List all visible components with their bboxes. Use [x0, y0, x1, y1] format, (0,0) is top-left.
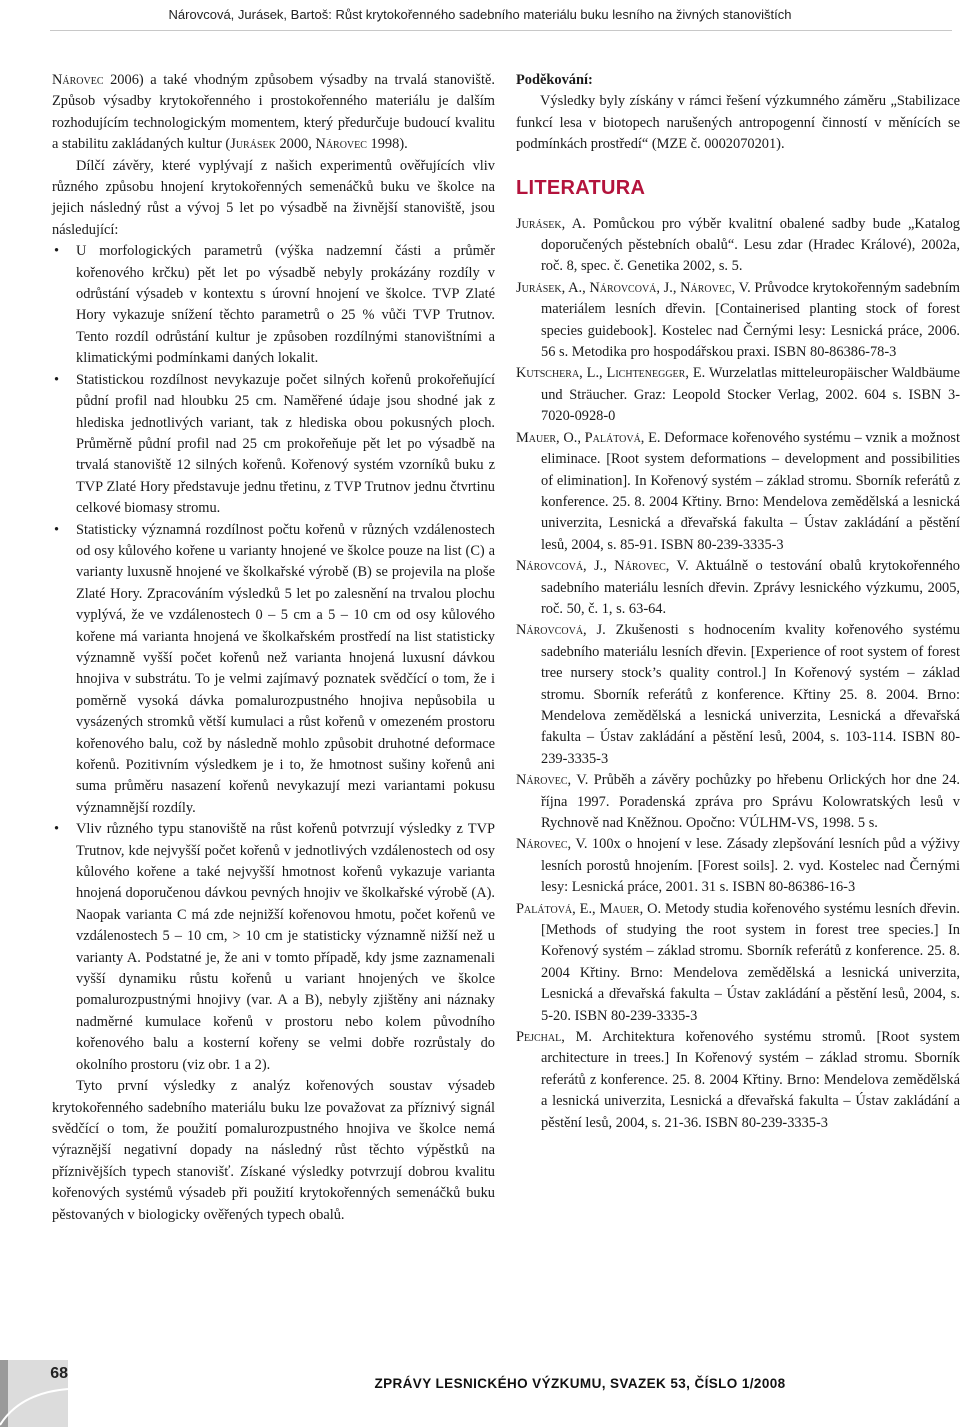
list-item: • U morfologických parametrů (výška nadzemní části a průměr kořenového krčku) pět let po výsadbě nebyly prokázány rozdíly v odrůstání výsadeb v kontextu s úrovní hnojení ve školce. TVP Zlaté Hory vykazuje snížení těchto parametrů o 25 % vůči TVP Trutnov. Tento rozdíl odrůstání kultur je způsoben rozdílnými stanovištními a klimatickými podmínkami daných lokalit.	[52, 241, 495, 369]
text-run: 2006) a také vhodným způsobem výsadby na trvalá stanoviště. Způsob výsadby krytokořenného i prostokořenného materiálu je dalším rozhodujícím technologickým momentem, který předurčuje budoucí kvalitu a stabilitu zakládaných kultur (	[52, 72, 495, 153]
reference-text: Wurzelatlas mitteleuropäischer Waldbäume und Sträucher. Graz: Leopold Stocker Verlag, 2002. 604 s. ISBN 3-7020-0928-0	[541, 365, 960, 425]
left-column	[52, 70, 495, 1226]
reference-authors: Nárovcová, J.	[516, 622, 606, 639]
acknowledgement-text: Výsledky byly získány v rámci řešení výzkumného záměru „Stabilizace funkcí lesa v biotopech narušených antropogenní činností v měnících se podmínkách prostředí“ (MZE č. 0002070201).	[516, 93, 960, 153]
reference-item	[516, 770, 960, 834]
list-item: • Statisticky významná rozdílnost počtu kořenů v různých vzdálenostech od osy kůlového kořene u varianty hnojené ve školce pouze na list (C) a varianty luxusně hnojené ve školkařské výrobě (B) se projevila na ploše Zlaté Hory. Zpracováním výsledků 5 let po zalesnění na trvalou plochu vyplývá, že ve vzdálenostech 0 – 5 cm a 5 – 10 cm od osy kůlového kořene má varianta hnojená ve školkařském prostředí na list statisticky významně vyšší počet kořenů než varianta hnojená luxusní dávkou hnojiva v substrátu. To je velmi zajímavý poznatek svědčící o tom, že i poměrně vysoká dávka pomalurozpustného hnojiva nepůsobila u vysázených stromků větší kumulaci a růst kořenů v omezeném prostoru kořenového balu, což by následně mohlo způsobit druhotné deformace kořenů. Pozitivním výsledkem je i to, že hmotnost sušiny kořenů ani suma průměru nasazení kořenů nevykazují mezi variantami pokusu významnější rozdíly.	[52, 520, 495, 820]
reference-authors: Mauer, O., Palátová, E.	[516, 429, 661, 446]
reference-text: Deformace kořenového systému – vznik a možnost eliminace. [Root system deformations – development and possibilities of elimination]. In Kořenový systém – základ stromu. Sborník referátů z konference. 25. 8. 2004 Křtiny. Brno: Mendelova zemědělská a lesnická univerzita, Lesnická a dřevařská fakulta – Ústav zakládání a pěstění lesů, 2004, s. 85-91. ISBN 80-239-3335-3	[541, 429, 960, 553]
reference-item	[516, 428, 960, 556]
page-number: 68	[50, 1365, 68, 1382]
list-item: • Statistickou rozdílnost nevykazuje počet silných kořenů prokořeňující půdní profil nad hloubku 25 cm. Naměřené údaje jsou shodné jak z hlediska jednotlivých variant, tak z hlediska obou pokusných ploch. Průměrně půdní profil nad 25 cm prokořeňuje pět let po výsadbě na trvalá stanoviště 12 silných kořenů. Kořenový systém vzorníků buku z TVP Zlaté Hory představuje jednu třetinu, z TVP Trutnov jednu čtvrtinu celkové biomasy stromu.	[52, 370, 495, 520]
reference-text: Metody studia kořenového systému lesních dřevin. [Methods of studying the root system in forest tree species.] In Kořenový systém – základ stromu. Sborník referátů z konference. 25. 8. 2004 Křtiny. Brno: Mendelova zemědělská a lesnická univerzita, Lesnická a dřevařská fakulta – Ústav zakládání a pěstění lesů, 2004, s. 5-20. ISBN 80-239-3335-3	[541, 900, 960, 1024]
references-heading: LITERATURA	[516, 176, 646, 199]
reference-item	[516, 214, 960, 278]
reference-authors: Kutschera, L., Lichtenegger, E.	[516, 365, 706, 382]
running-header: Nárovcová, Jurásek, Bartoš: Růst krytokořenného sadebního materiálu buku lesního na živných stanovištích	[168, 7, 792, 22]
list-item: • Vliv různého typu stanoviště na růst kořenů potvrzují výsledky z TVP Trutnov, kde nejvyšší počet kořenů v jednotlivých vzdálenostech od osy kůlového kořene a také nejvyšší hmotnost kořenů vykazuje varianta hnojená doporučenou dávkou pevných hnojiv ve školkařské výrobě (A). Naopak varianta C má zde nejnižší kořenovou hmotu, počet kořenů ve vzdálenostech 5 – 10 cm, > 10 cm je statisticky významně nižší než u varianty A. Podstatné je, že ani v tomto případě, kdy jsme zaznamenali vyšší dynamiku růstu kořenů u variant hnojených ve školce pomalurozpustnými hnojivy (var. A a B), nebyly zjištěny ani náznaky nadměrné kumulace kořenů v prostoru nebo kolem původního kořenového balu a kosterní kořeny se velmi dobře rozrůstaly do okolního prostoru (viz obr. 1 a 2).	[52, 819, 495, 1076]
journal-footer: ZPRÁVY LESNICKÉHO VÝZKUMU, SVAZEK 53, ČÍSLO 1/2008	[374, 1376, 786, 1391]
author-cite: Nárovec	[52, 72, 104, 88]
paragraph-intro	[52, 70, 495, 156]
reference-authors: Nárovcová, J., Nárovec, V.	[516, 558, 689, 575]
reference-item	[516, 620, 960, 770]
footer-decor-curve	[0, 1385, 68, 1427]
reference-item	[516, 834, 960, 898]
reference-authors: Jurásek, A.	[516, 215, 586, 232]
reference-text: Architektura kořenového systému stromů. [Root system architecture in trees.] In Kořenový systém – základ stromu. Sborník referátů z konference. 25. 8. 2004 Křtiny. Brno: Mendelova zemědělská a lesnická univerzita, Lesnická a dřevařská fakulta – Ústav zakládání a pěstění lesů, 2004, s. 21-36. ISBN 80-239-3335-3	[541, 1029, 960, 1131]
reference-text: Aktuálně o testování obalů krytokořenného sadebního materiálu lesních dřevin. Zprávy lesnického výzkumu, 2005, roč. 50, č. 1, s. 63-64.	[541, 558, 960, 617]
reference-item	[516, 1027, 960, 1134]
author-cite: Jurásek	[230, 136, 276, 153]
right-column	[516, 70, 960, 1134]
reference-text: Pomůckou pro výběr kvalitní obalené sadby bude „Katalog doporučených pěstebních obalů“. Lesu zdar (Hradec Králové), 2002a, roč. 8, spec. č. Genetika 2002, s. 5.	[541, 215, 960, 275]
reference-item	[516, 556, 960, 620]
reference-text: Zkušenosti s hodnocením kvality kořenového systému sadebního materiálu lesních dřevin. [Experience of root system of forest tree nursery stock’s quality control.] In Kořenový systém – základ stromu. Sborník referátů z konference. Křtiny 25. 8. 2004. Brno: Mendelova zemědělská a lesnická univerzita, Lesnická a dřevařská fakulta – Ústav zakládání a pěstění lesů, 2004, s. 103-114. ISBN 80-239-3335-3	[541, 622, 960, 767]
reference-item	[516, 363, 960, 427]
reference-authors: Nárovec, V.	[516, 836, 588, 853]
header-divider	[50, 30, 952, 31]
paragraph-conclusions-intro: Dílčí závěry, které vyplývají z našich experimentů ověřujících vliv různého způsobu hnojení krytokořenných semenáčků buku ve školce na jejich následný růst a vývoj 5 let po výsadbě na živnější stanoviště, jsou následující:	[52, 157, 495, 238]
author-cite: Nárovec	[315, 136, 367, 153]
reference-text: Průvodce krytokořenným sadebním materiálem lesních dřevin. [Containerised planting stock of forest species guidebook]. Kostelec nad Černými lesy: Lesnická práce, 2006. 56 s. Metodika pro hospodářskou praxi. ISBN 80-86386-78-3	[541, 279, 960, 361]
text-run: 1998).	[366, 136, 408, 153]
reference-authors: Palátová, E., Mauer, O.	[516, 900, 662, 917]
reference-item	[516, 278, 960, 364]
references-list	[516, 214, 960, 1134]
text-run: 2000,	[275, 136, 316, 153]
reference-authors: Nárovec, V.	[516, 772, 589, 789]
conclusions-list	[52, 241, 495, 1076]
paragraph-summary: Tyto první výsledky z analýz kořenových soustav výsadeb krytokořenného sadebního materiálu buku lze považovat za příznivý signál svědčící o tom, že použití pomalurozpustného hnojiva ve školce nemá výraznější negativní dopady na následný růst těchto výpěstků na příznivějších typech stanovišť. Získané výsledky potvrzují dobrou kvalitu kořenových systémů výsadeb při použití krytokořenných semenáčků buku pěstovaných v biologicky ověřených typech obalů.	[52, 1078, 495, 1223]
reference-text: Průběh a závěry pochůzky po hřebenu Orlických hor dne 24. října 1997. Poradenská zpráva pro Správu Kolowratských lesů v Rychnově nad Kněžnou. Opočno: VÚLHM-VS, 1998. 5 s.	[541, 772, 960, 831]
reference-item	[516, 899, 960, 1027]
reference-authors: Pejchal, M.	[516, 1029, 592, 1046]
reference-text: 100x o hnojení v lese. Zásady zlepšování lesních půd a výživy lesních porostů hnojením. [Forest soils]. 2. vyd. Kostelec nad Černými lesy: Lesnická práce, 2001. 31 s. ISBN 80-86386-16-3	[541, 836, 960, 896]
acknowledgement-title: Poděkování:	[516, 72, 593, 88]
reference-authors: Jurásek, A., Nárovcová, J., Nárovec, V.	[516, 279, 751, 296]
